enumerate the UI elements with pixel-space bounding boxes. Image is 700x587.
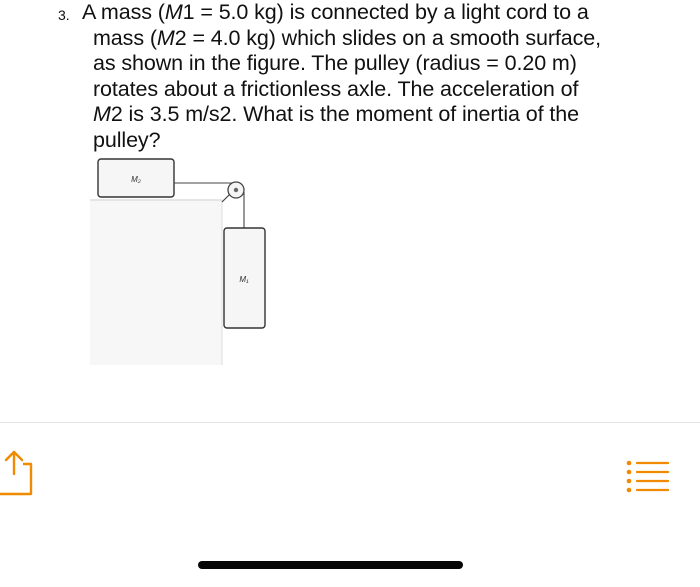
question-line-3: as shown in the figure. The pulley (radius = 0.20 m) [93, 51, 577, 75]
question-line-4: rotates about a frictionless axle. The acceleration of [93, 76, 579, 101]
question-text [82, 0, 642, 153]
home-indicator[interactable] [198, 561, 463, 569]
pulley-axle [234, 188, 238, 192]
question-line-5: M2 is 3.5 m/s2. What is the moment of inertia of the [93, 102, 579, 126]
share-button[interactable] [0, 450, 40, 500]
list-menu-icon [626, 458, 670, 496]
pulley-figure [88, 150, 288, 370]
question-line-6: pulley? [93, 127, 161, 152]
question-line-2: mass (M2 = 4.0 kg) which slides on a smooth surface, [93, 25, 602, 50]
table-surface [90, 200, 222, 365]
block-m2-label: M₂ [131, 175, 141, 184]
question-number: 3. [58, 7, 70, 23]
block-m1-label: M₁ [239, 275, 249, 284]
divider [0, 422, 700, 423]
share-icon [0, 450, 40, 500]
question-line-1: A mass (M1 = 5.0 kg) is connected by a light cord to a [82, 0, 589, 24]
list-menu-button[interactable] [626, 458, 670, 496]
